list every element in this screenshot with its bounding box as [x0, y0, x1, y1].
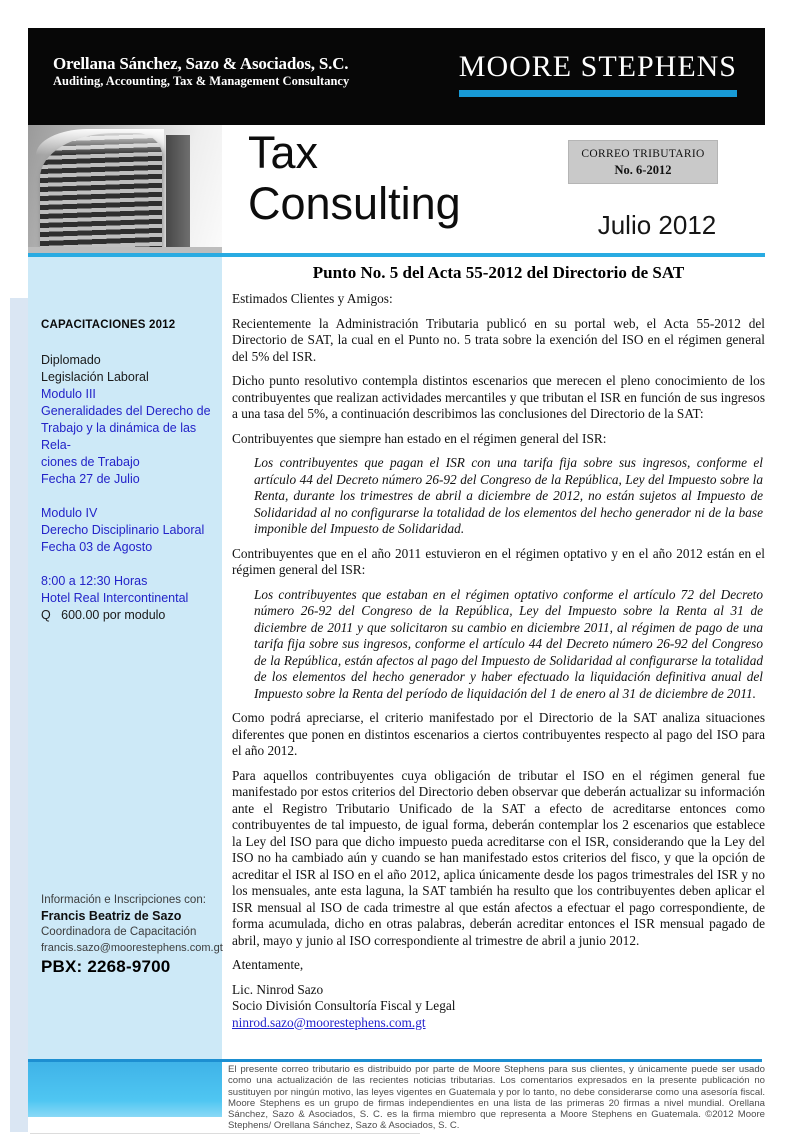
article-paragraph: Contribuyentes que siempre han estado en el régimen general del ISR: [232, 430, 607, 446]
article-title: Punto No. 5 del Acta 55-2012 del Directorio de SAT [312, 263, 685, 282]
footer-blue-block [28, 1062, 222, 1117]
sidebar [28, 257, 222, 1059]
contact-block [41, 893, 223, 976]
article-paragraph: Para aquellos contribuyentes cuya obligación de tributar el ISO en el régimen general fue manifestado por estos criterios del Directorio deben observar que deberán actualizar su información ante el Registro Tributario Unificado de la SAT a efecto de acreditarse entonces como contribuyentes de tal impuesto, de igual forma, deberán contemplar los 2 escenarios que establece la Ley del ISO para que dicho impuesto pueda acreditarse con el ISR, considerando que la Ley del ISO no ha cambiado aún y cuando se han manifestado estos criterios del fisco, y que la opción de acreditar el ISR al ISO en el año 2012, aplica únicamente desde los pagos trimestrales del ISR y no los mensuales, ante esta laguna, la SAT también ha resulto que los contribuyentes deben aplicar el ISR mensual al ISO de cada trimestre al que están afectos a efectuar el pago correspondiente, de forma acumulada, dicho en otras palabras, deberán acreditar entonces el ISR mensual pagado de abril, mayo y junio al ISO correspondiente al trimestre de abril a junio 2012. [232, 767, 765, 948]
newsletter-title [248, 127, 461, 229]
sidebar-line: Derecho Disciplinario Laboral [41, 523, 205, 537]
contact-pbx: PBX: 2268-9700 [41, 957, 171, 976]
contact-name: Francis Beatriz de Sazo [41, 909, 182, 923]
network-underline-accent [459, 90, 737, 97]
article-paragraph: Recientemente la Administración Tributaria publicó en su portal web, el Acta 55-2012 del Directorio de SAT, la cual en el Punto no. 5 trata sobre la exención del ISO en el régimen general del 5% del ISR. [232, 315, 765, 364]
article-paragraph: Contribuyentes que en el año 2011 estuvieron en el régimen optativo y en el año 2012 están en el régimen general del ISR: [232, 545, 765, 577]
sidebar-line: Generalidades del Derecho de [41, 404, 211, 418]
left-accent-strip [10, 298, 28, 1132]
issue-label: CORREO TRIBUTARIO [581, 148, 705, 160]
article-quote: Los contribuyentes que estaban en el régimen optativo conforme el artículo 72 del Decreto número 26-92 del Congreso de la República, Ley del Impuesto sobre la Renta al 31 de diciembre de 2011 y que solicitaron su cambio en diciembre 2011, al régimen de pago de una tarifa fija sobre sus ingresos, conforme el artículo 44 del Decreto número 26-92 del Congreso de la República, están afectos al pago del Impuesto de Solidaridad al configurarse la totalidad de los elementos del hecho generador y haber efectuado la liquidación definitiva anual del Impuesto sobre la Renta del período de liquidación del 1 de enero al 31 de diciembre de 2011. [254, 586, 763, 701]
network-logo [459, 50, 737, 97]
newsletter-title-line1: Tax [248, 127, 319, 178]
contact-info-label: Información e Inscripciones con: [41, 894, 206, 906]
sidebar-line: Diplomado [41, 353, 101, 367]
article-closing: Atentamente, [232, 957, 304, 972]
footer-disclaimer: El presente correo tributario es distribuido por parte de Moore Stephens para sus clientes, y únicamente puede ser usado como una actualización de las recientes noticias tributarias. Los comentarios expresados en la presente publicación no sustituyen por ningún motivo, las leyes vigentes en Guatemala y por lo tanto, no debe considerarse como una asesoría fiscal. Moore Stephens es un grupo de firmas independientes en una lista de las primeras 20 firmas a nivel mundial. Orellana Sánchez, Sazo & Asociados, S. C. es la firma miembro que representa a Moore Stephens en Guatemala. ©2012 Moore Stephens/ Orellana Sánchez, Sazo & Asociados, S. C. [228, 1064, 765, 1132]
article-paragraph: Dicho punto resolutivo contempla distintos escenarios que merecen el pleno conocimiento de los contribuyentes que realizan actividades mercantiles y que tributan el ISR en función de sus ingresos a una tasa del 5%, a continuación describimos las conclusiones del Directorio de la SAT: [232, 373, 765, 421]
building-pillar-graphic [166, 135, 190, 255]
sidebar-line: Hotel Real Intercontinental [41, 591, 189, 605]
issue-number: No. 6-2012 [614, 163, 672, 177]
brand-header-bar [28, 28, 765, 125]
sidebar-line: Fecha 03 de Agosto [41, 540, 153, 554]
firm-name: Orellana Sánchez, Sazo & Asociados, S.C. [53, 54, 349, 73]
building-highlight-graphic [36, 129, 164, 155]
masthead [222, 125, 765, 255]
signature-email-link[interactable]: ninrod.sazo@moorestephens.com.gt [232, 1014, 426, 1030]
page-bottom-scan-line [30, 1133, 420, 1134]
network-name: MOORE STEPHENS [458, 50, 737, 83]
article-salutation: Estimados Clientes y Amigos: [232, 291, 393, 306]
sidebar-line: ciones de Trabajo [41, 455, 140, 469]
sidebar-heading: CAPACITACIONES 2012 [41, 319, 176, 331]
sidebar-line: Q 600.00 por modulo [41, 608, 166, 622]
sidebar-line: Modulo IV [41, 506, 98, 520]
contact-email: francis.sazo@moorestephens.com.gt [41, 942, 223, 954]
sidebar-line: 8:00 a 12:30 Horas [41, 574, 148, 588]
sidebar-line: Trabajo y la dinámica de las Rela- [41, 421, 197, 452]
firm-tagline: Auditing, Accounting, Tax & Management Consultancy [53, 74, 350, 88]
newsletter-title-line2: Consulting [248, 178, 461, 229]
article-quote: Los contribuyentes que pagan el ISR con una tarifa fija sobre sus ingresos, conforme el artículo 44 del Decreto número 26-92 del Congreso de la República, Ley del Impuesto sobre la Renta, durante los trimestres de abril a diciembre de 2012, no están sujetos al Impuesto de Solidaridad al no configurarse la totalidad de los elementos del hecho generador ni de la base imponible del Impuesto de Solidaridad. [254, 455, 763, 536]
issue-box [568, 140, 718, 184]
signature-role: Socio División Consultoría Fiscal y Legal [232, 998, 456, 1013]
signature-name: Lic. Ninrod Sazo [232, 981, 324, 997]
article [232, 257, 765, 1057]
sidebar-line: Legislación Laboral [41, 370, 149, 384]
sidebar-line: Fecha 27 de Julio [41, 472, 140, 486]
issue-date: Julio 2012 [597, 210, 717, 240]
sidebar-line: Modulo III [41, 387, 96, 401]
building-photo [28, 125, 222, 255]
contact-role: Coordinadora de Capacitación [41, 926, 197, 938]
signature-block [232, 982, 765, 1032]
article-paragraph: Como podrá apreciarse, el criterio manifestado por el Directorio de la SAT analiza situaciones diferentes que ponen en distintos escenarios a ciertos contribuyentes respecto al pago del ISO para el año 2012. [232, 710, 765, 758]
firm-identity [53, 54, 349, 89]
